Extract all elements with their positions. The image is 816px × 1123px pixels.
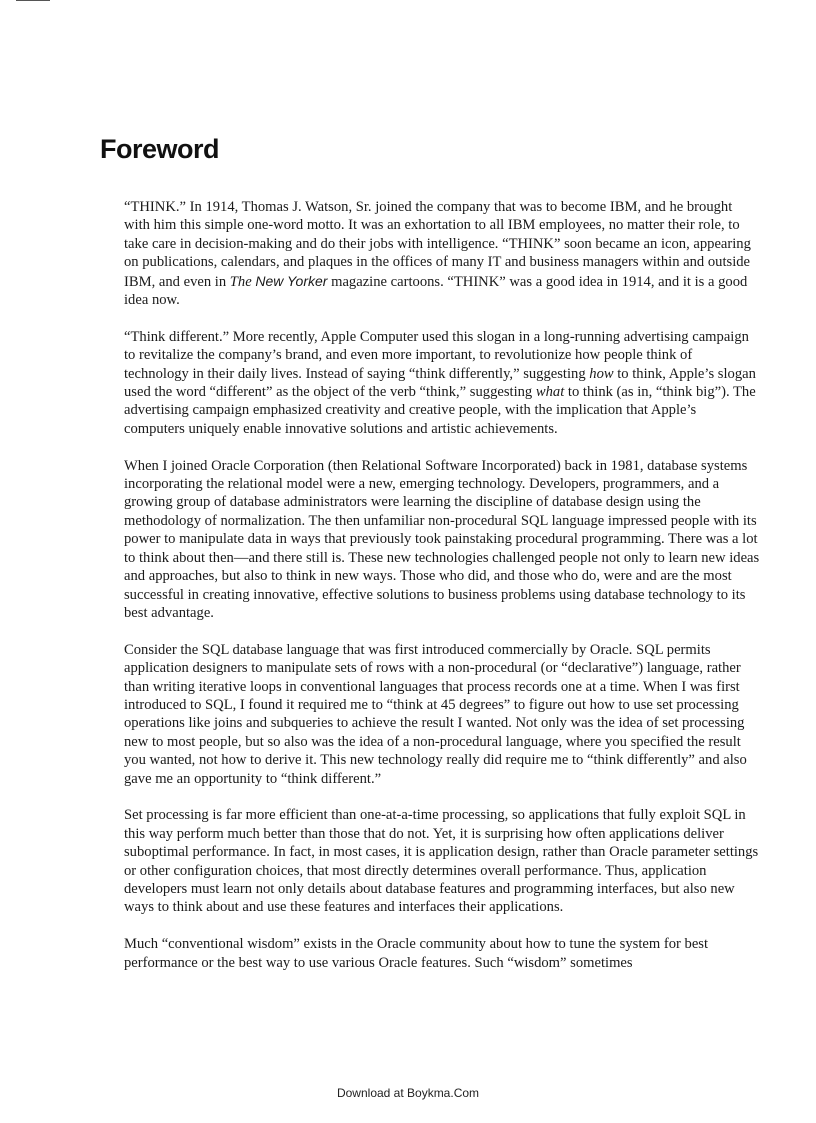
magazine-article-the: The (229, 273, 252, 290)
emphasis-what: what (535, 384, 565, 401)
paragraph-oracle-history: When I joined Oracle Corporation (then Relational Software Incorporated) back in 1981, database systems incorporating the relational model were a new, emerging technology. Developers, programmers, and a growing group of database administrators were learning the discipline of database design using the methodology of normalization. The then unfamiliar non-procedural SQL language impressed people with its power to manipulate data in ways that previously took painstaking procedural programming. There was a lot to think about then—and there still is. These new technologies challenged people not only to learn new ideas and approaches, but also to think in new ways. Those who did, and those who do, were and are the most successful in creating innovative, effective solutions to business problems using database technology to its best advantage. (124, 457, 760, 621)
paragraph-think (124, 198, 760, 309)
paragraph-think-different-text-b: to think, Apple’s slogan used the word “different” as the object of the verb “think,” suggesting (124, 365, 756, 401)
paragraph-think-different-text-c: to think (as in, “think big”). The advertising campaign emphasized creativity and creative people, with the implication that Apple’s computers uniquely enable innovative solutions and artistic achievements. (124, 384, 756, 437)
paragraph-conventional-wisdom: Much “conventional wisdom” exists in the Oracle community about how to tune the system for best performance or the best way to use various Oracle features. Such “wisdom” sometimes (124, 936, 709, 971)
paragraph-think-different (124, 328, 760, 438)
body-text (124, 198, 760, 972)
paragraph-think-different-text-a: “Think different.” More recently, Apple Computer used this slogan in a long-running advertising campaign to revitalize the company’s brand, and even more important, to revolutionize how people think of technology in their daily lives. Instead of saying “think differently,” suggesting (124, 328, 749, 382)
paragraph-think-text-a: “THINK.” In 1914, Thomas J. Watson, Sr. joined the company that was to become IBM, and he brought with him this simple one-word motto. It was an exhortation to all IBM employees, no matter their role, to take care in decision-making and do their jobs with intelligence. “THINK” soon became an icon, appearing on publications, calendars, and plaques in the offices of many IT and business managers within and outside IBM, and even in (124, 199, 751, 290)
paragraph-set-processing: Set processing is far more efficient than one-at-a-time processing, so applications that fully exploit SQL in this way perform much better than those that do not. Yet, it is surprising how often applications deliver suboptimal performance. In fact, in most cases, it is application design, rather than Oracle parameter settings or other configuration choices, that most directly determines overall performance. Thus, application developers must learn not only details about database features and programming interfaces, but also new ways to think about and use these features and interfaces their applications. (124, 807, 759, 916)
emphasis-how: how (589, 365, 614, 382)
download-footer: Download at Boykma.Com (336, 1086, 480, 1100)
chapter-heading: Foreword (100, 134, 220, 164)
corner-rule (16, 0, 50, 1)
paragraph-think-text-b: magazine cartoons. “THINK” was a good idea in 1914, and it is a good idea now. (124, 273, 748, 309)
paragraph-sql-language: Consider the SQL database language that was first introduced commercially by Oracle. SQL permits application designers to manipulate sets of rows with a non-procedural (or “declarative”) language, rather than writing iterative loops in conventional languages that process records one at a time. When I was first introduced to SQL, I found it required me to “think at 45 degrees” to figure out how to use set processing operations like joins and subqueries to achieve the result I wanted. Not only was the idea of set processing new to most people, but so also was the idea of a non-procedural language, where you specified the result you wanted, not how to derive it. This new technology really did require me to “think differently” and also gave me an opportunity to “think different.” (124, 641, 747, 787)
magazine-name: New Yorker (255, 272, 328, 289)
